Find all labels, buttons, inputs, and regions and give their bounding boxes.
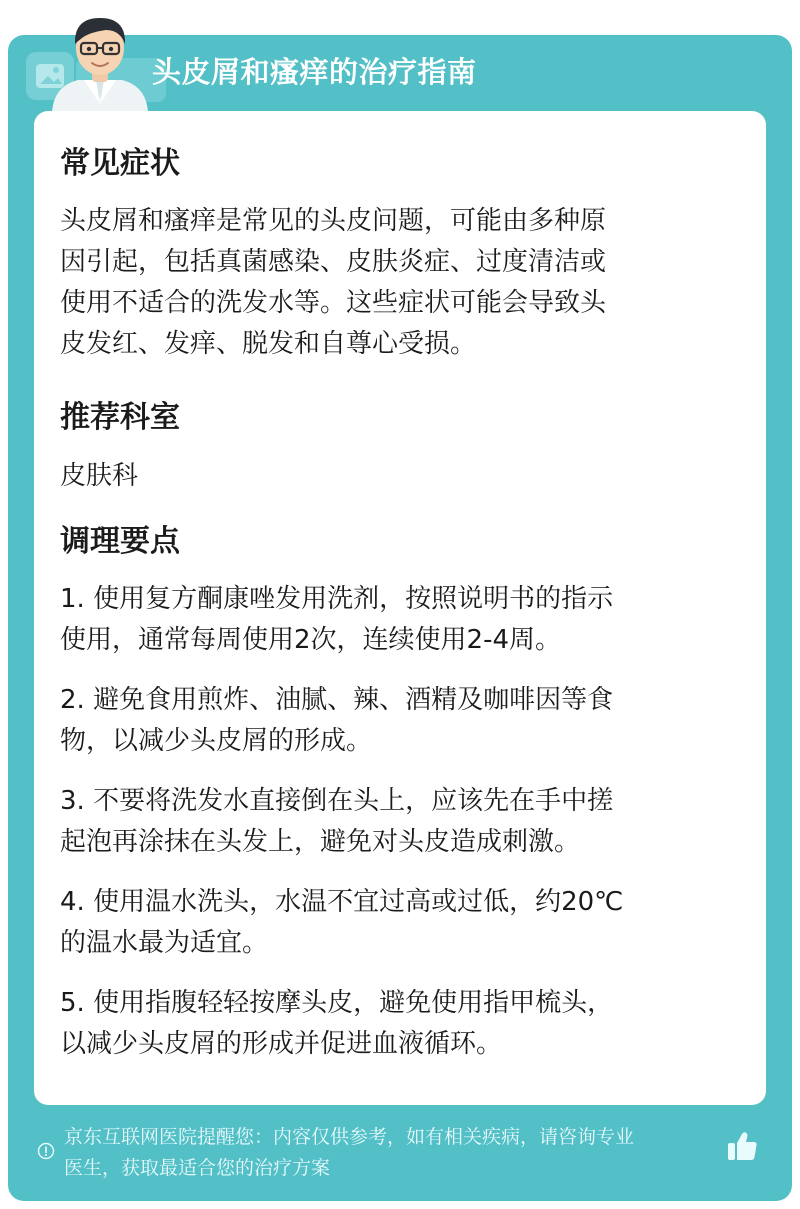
care-item-1 (60, 579, 730, 661)
symptoms-line: 使用不适合的洗发水等。这些症状可能会导致头 (60, 288, 607, 318)
care-item-line: 4. 使用温水洗头，水温不宜过高或过低，约20℃ (60, 887, 624, 917)
symptoms-line: 皮发红、发痒、脱发和自尊心受损。 (60, 329, 477, 359)
symptoms-line: 头皮屑和瘙痒是常见的头皮问题，可能由多种原 (60, 206, 607, 236)
symptoms-text (60, 201, 730, 365)
doctor-avatar-icon (44, 8, 156, 112)
care-item-3 (60, 781, 730, 863)
symptoms-heading: 常见症状 (60, 146, 180, 181)
care-item-line: 以减少头皮屑的形成并促进血液循环。 (60, 1029, 503, 1059)
care-heading: 调理要点 (60, 524, 180, 559)
disclaimer-line: 京东互联网医院提醒您：内容仅供参考，如有相关疾病，请咨询专业 (64, 1126, 635, 1148)
disclaimer-line: 医生，获取最适合您的治疗方案 (64, 1157, 331, 1179)
care-item-line: 的温水最为适宜。 (60, 928, 269, 958)
info-icon (37, 1142, 55, 1160)
page-title: 头皮屑和瘙痒的治疗指南 (152, 55, 477, 89)
care-item-4 (60, 882, 730, 964)
care-item-line: 5. 使用指腹轻轻按摩头皮，避免使用指甲梳头， (60, 988, 614, 1018)
care-item-line: 2. 避免食用煎炸、油腻、辣、酒精及咖啡因等食 (60, 685, 614, 715)
care-item-line: 使用，通常每周使用2次，连续使用2-4周。 (60, 625, 562, 655)
department-value: 皮肤科 (60, 461, 139, 491)
disclaimer (64, 1122, 728, 1184)
symptoms-line: 因引起，包括真菌感染、皮肤炎症、过度清洁或 (60, 247, 607, 277)
care-item-line: 3. 不要将洗发水直接倒在头上，应该先在手中搓 (60, 786, 614, 816)
care-item-5 (60, 983, 730, 1065)
care-item-line: 物，以减少头皮屑的形成。 (60, 726, 373, 756)
care-item-2 (60, 680, 730, 762)
care-item-line: 1. 使用复方酮康唑发用洗剂，按照说明书的指示 (60, 584, 614, 614)
department-heading: 推荐科室 (60, 400, 180, 435)
thumbs-up-icon[interactable] (724, 1128, 760, 1164)
care-item-line: 起泡再涂抹在头发上，避免对头皮造成刺激。 (60, 827, 581, 857)
